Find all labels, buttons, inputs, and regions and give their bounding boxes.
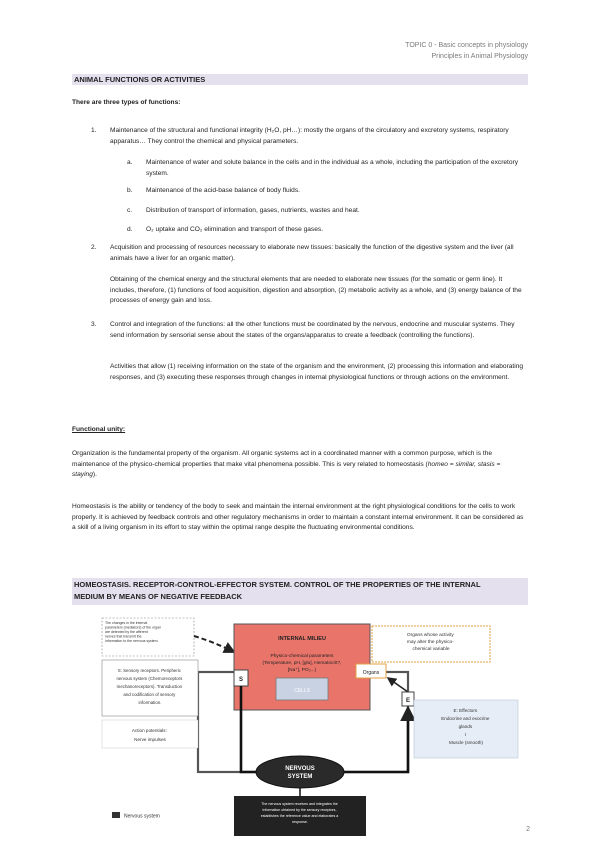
s-label: S xyxy=(238,677,244,683)
p1-end: ). xyxy=(92,471,97,479)
item3-number: 3. xyxy=(91,321,97,328)
section-title-homeostasis xyxy=(72,578,528,605)
nervous-line-1: NERVOUS xyxy=(285,766,315,772)
header-topic: TOPIC 0 - Basic concepts in physiology xyxy=(405,42,528,49)
item2-paragraph: Obtaining of the chemical energy and the structural elements that are needed to elaborate new tissues (for the somatic or germ line). It includes, therefore, (1) functions of food acquisition, digestion and absorption, (2) metabolic activity as a whole, and (3) energy balance of the processes of energy gain and loss. xyxy=(110,276,522,305)
legend-label: Nervous system xyxy=(124,813,160,820)
sub-a-text: Maintenance of water and solute balance in the cells and in the individual as a whole, including the participation of the excretory system. xyxy=(146,159,519,177)
sub-d-text: O₂ uptake and CO₂ elimination and transport of these gases. xyxy=(146,226,324,233)
organs-label: Organs xyxy=(362,670,380,676)
efferent-path xyxy=(344,708,408,772)
section-title-line-1: HOMEOSTASIS. RECEPTOR-CONTROL-EFFECTOR SYSTEM. CONTROL OF THE PROPERTIES OF THE INTERNAL xyxy=(74,580,481,589)
header-course: Principles in Animal Physiology xyxy=(431,53,528,60)
homeostasis-diagram xyxy=(96,612,526,844)
sub-d-number: d. xyxy=(127,226,133,233)
params-line-2: (Temperature, pH, [glu], Hematocrit?, xyxy=(262,661,342,666)
item2-text: Acquisition and processing of resources necessary to elaborate new tissues: basically the function of the digestive system and the liver (all animals have a liver for an organic matter). xyxy=(110,244,514,262)
cells-label: CELLS xyxy=(294,688,310,694)
section-title-animal-functions: ANIMAL FUNCTIONS OR ACTIVITIES xyxy=(72,74,528,85)
sub-c-text: Distribution of transport of information, gases, nutrients, wastes and heat. xyxy=(146,207,360,214)
item2-number: 2. xyxy=(91,244,97,251)
sensory-receptors-text: S: Sensory receptors. Peripheric nervous system (Chemoreceptors mechanoreceptors). Transduction and codification of sensory information. xyxy=(116,668,183,705)
params-line-1: Physico-chemical parameters xyxy=(270,654,334,659)
sub-a-number: a. xyxy=(127,159,133,166)
nervous-system-node xyxy=(256,756,344,788)
e-label: E xyxy=(405,698,411,704)
item1-number: 1. xyxy=(91,127,97,134)
item3-text: Control and integration of the functions: all the other functions must be coordinated by the nervous, endocrine and muscular systems. They send information by sensorial sense about the states of the organs/apparatus to create a feedback (controlling the functions). xyxy=(110,321,515,339)
functional-unity-paragraph-2: Homeostasis is the ability or tendency of the body to seek and maintain the internal environment at the right physiological conditions for the cells to work properly. It is achieved by feedback controls and other regulatory mechanisms in order to maintain a constant internal environment. It can be considered as a skill of a living organism in its effort to stay within the optimal range despite the fluctuating environmental conditions. xyxy=(72,503,524,532)
dashed-arrow-note xyxy=(194,636,234,652)
sub-b-text: Maintenance of the acid-base balance of body fluids. xyxy=(146,187,300,194)
afferent-note-text: The changes in the internal parameters (mediators) of the organ are detected by the afferent nerves that transmit the information to the nervous system. xyxy=(105,621,162,643)
item3-paragraph: Activities that allow (1) receiving information on the state of the organism and the environment, (2) processing this information and elaborating responses, and (3) executing these responses through changes in internal physiological functions or through actions on the environment. xyxy=(110,363,524,381)
action-potentials-text: Action potentials: Nerve impulses xyxy=(131,728,167,742)
effector-to-organs-arrow xyxy=(388,678,408,692)
homeostasis-etymology: homeo = similar, stasis = staying xyxy=(72,460,501,479)
functional-unity-paragraph-1 xyxy=(72,449,526,481)
functional-unity-title: Functional unity: xyxy=(72,426,126,433)
section-title-line-2: MEDIUM BY MEANS OF NEGATIVE FEEDBACK xyxy=(74,592,243,601)
effectors-text: E: Effectors Endocrine and exocrine glands I Muscle (smooth) xyxy=(441,708,490,745)
sub-b-number: b. xyxy=(127,187,133,194)
page-header xyxy=(405,40,528,62)
sub-c-number: c. xyxy=(127,207,133,214)
organs-note-text: Organs whose activity may alter the physico- chemical variable xyxy=(406,633,454,652)
legend-swatch xyxy=(112,812,120,818)
action-potentials-box xyxy=(102,720,198,748)
nervous-line-2: SYSTEM xyxy=(287,774,313,780)
params-line-3: [Na⁺], PO₂...) xyxy=(287,668,317,673)
item1-text: Maintenance of the structural and functional integrity (H₂O, pH…): mostly the organs of the circulatory and excretory systems, respiratory apparatus… They control the chemical and physical parameters. xyxy=(110,127,509,145)
p1-start: Organization is the fundamental property of the organism. All organic systems act in a coordinated manner with a common purpose, which is the maintenance of the physico-chemical properties that make vital phenomena possible. This is very related to homeostasis ( xyxy=(72,450,493,468)
internal-milieu-label: INTERNAL MILIEU xyxy=(278,636,326,642)
bottom-note-text: The nervous system receives and integrates the information obtained by the sensory receptors, establishes the reference value and elaborates a response. xyxy=(260,802,339,824)
intro-text: There are three types of functions: xyxy=(72,99,181,106)
page-number: 2 xyxy=(526,826,530,833)
